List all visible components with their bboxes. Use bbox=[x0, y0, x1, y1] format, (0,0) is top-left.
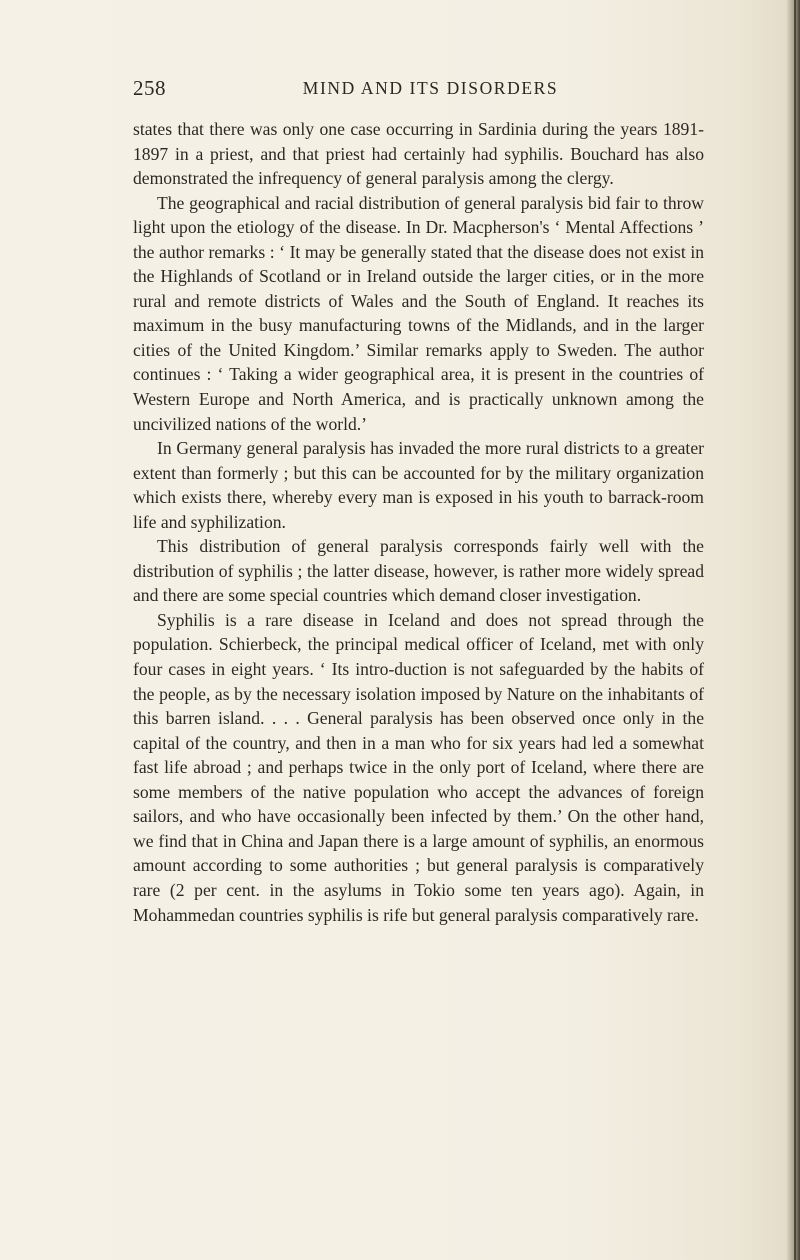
paragraph: The geographical and racial distribution of general paralysis bid fair to throw light upon the etiology of the disease. In Dr. Macpherson's ‘ Mental Affections ’ the author remarks : ‘ It may be generally stated that the disease does not exist in the Highlands of Scotland or in Ireland outside the larger cities, or in the more rural and remote districts of Wales and the South of England. It reaches its maximum in the busy manufacturing towns of the Midlands, and in the larger cities of the United Kingdom.’ Similar remarks apply to Sweden. The author continues : ‘ Taking a wider geographical area, it is present in the countries of Western Europe and North America, and is practically unknown among the uncivilized nations of the world.’ bbox=[133, 192, 704, 434]
page-edge-line bbox=[794, 0, 796, 1260]
paragraph: Syphilis is a rare disease in Iceland and does not spread through the population. Schierbeck, the principal medical officer of Iceland, met with only four cases in eight years. ‘ Its intro-duction is not safeguarded by the habits of the people, as by the necessary isolation imposed by Nature on the inhabitants of this barren island. . . . General paralysis has been observed once only in the capital of the country, and then in a man who for six years had led a somewhat fast life abroad ; and perhaps twice in the only port of Iceland, where there are some members of the native population who accept the advances of foreign sailors, and who have occasionally been infected by them.’ On the other hand, we find that in China and Japan there is a large amount of syphilis, an enormous amount according to some authorities ; but general paralysis is comparatively rare (2 per cent. in the asylums in Tokio some ten years ago). Again, in Mohammedan countries syphilis is rife but general paralysis comparatively rare. bbox=[133, 609, 704, 925]
page-number: 258 bbox=[133, 76, 166, 100]
body-text bbox=[133, 117, 704, 927]
paragraph: This distribution of general paralysis corresponds fairly well with the distribution of syphilis ; the latter disease, however, is rather more widely spread and there are some special countries which demand closer investigation. bbox=[133, 536, 704, 606]
paragraph: states that there was only one case occurring in Sardinia during the years 1891-1897 in a priest, and that priest had certainly had syphilis. Bouchard has also demonstrated the infrequency of general paralysis among the clergy. bbox=[133, 119, 704, 189]
page-header bbox=[133, 76, 704, 110]
paragraph: In Germany general paralysis has invaded the more rural districts to a greater extent than formerly ; but this can be accounted for by the military organization which exists there, whereby every man is exposed in his youth to barrack-room life and syphilization. bbox=[133, 438, 704, 532]
running-head: MIND AND ITS DISORDERS bbox=[302, 78, 559, 98]
page-edge-shadow bbox=[786, 0, 800, 1260]
